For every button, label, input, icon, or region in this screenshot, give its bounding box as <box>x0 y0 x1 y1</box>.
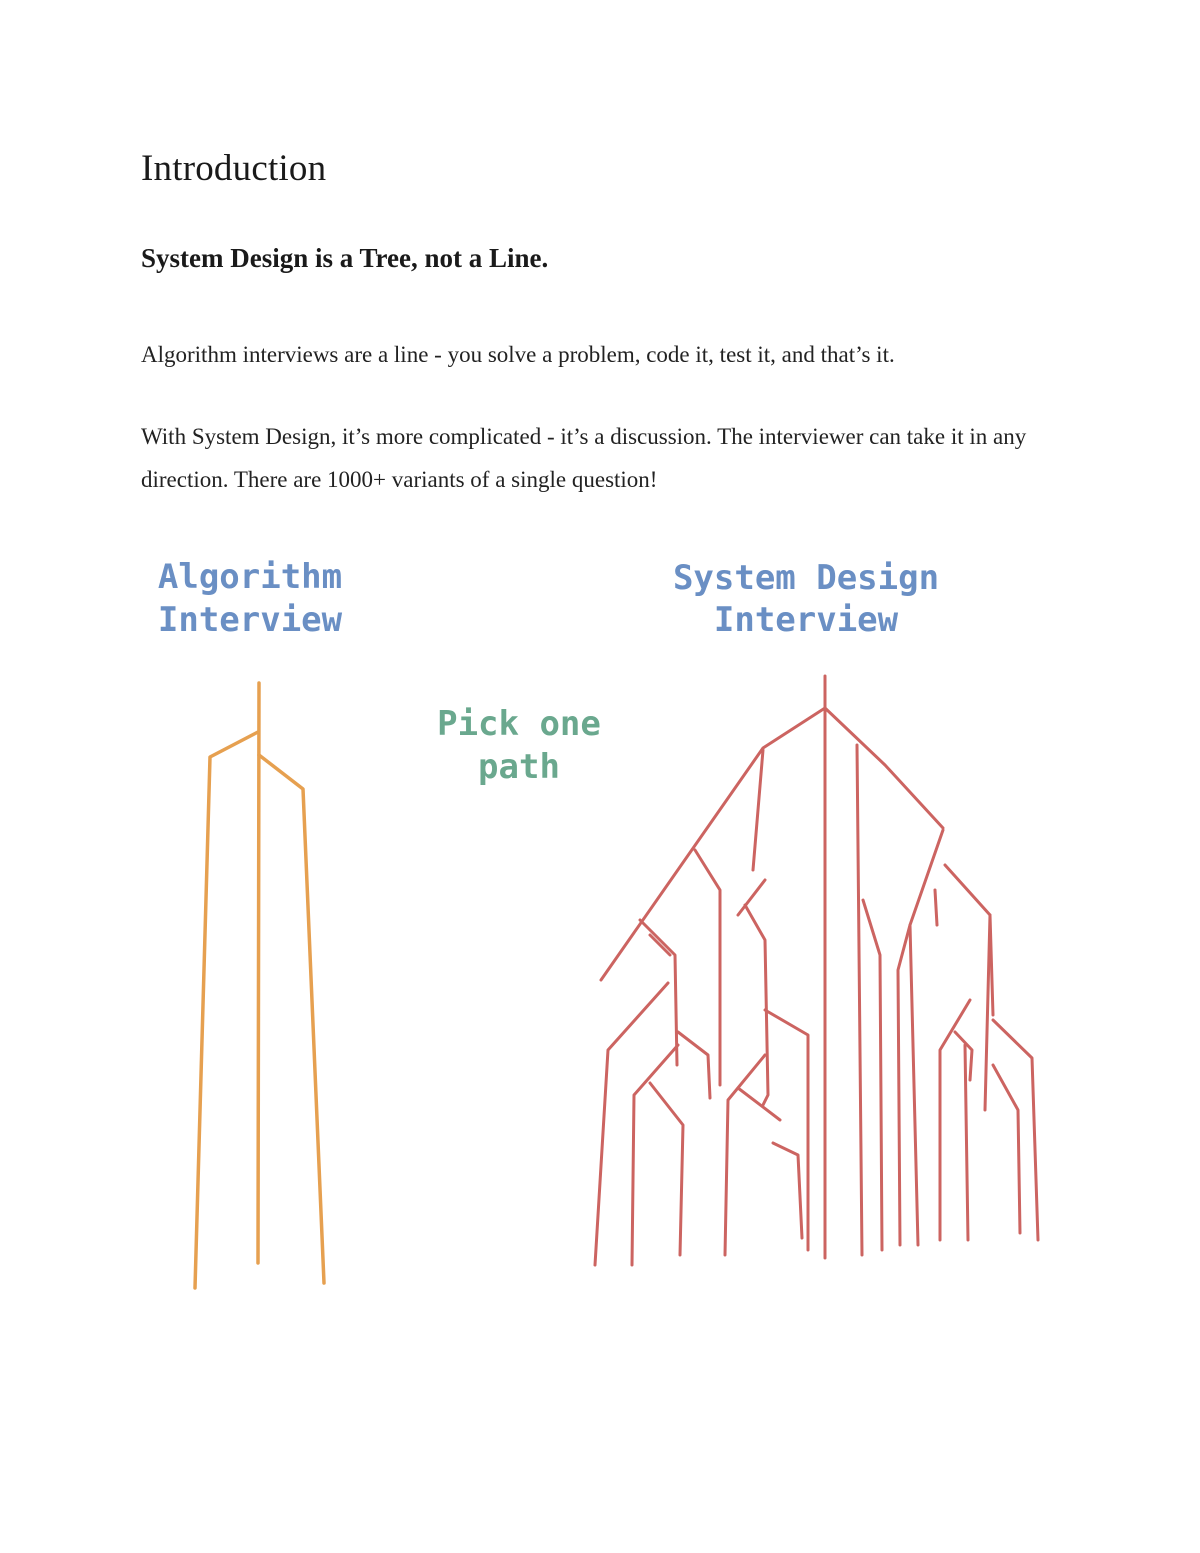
pick-label-line-2: path <box>478 747 560 787</box>
tree-branch <box>863 900 882 1250</box>
algorithm-right-branch <box>259 755 324 1283</box>
paragraph-algorithm: Algorithm interviews are a line - you solve a problem, code it, test it, and that’s it. <box>141 342 895 367</box>
tree-branch <box>985 915 990 1110</box>
algorithm-line-drawing <box>195 683 324 1288</box>
algorithm-label-line-1: Algorithm <box>157 557 343 597</box>
tree-branch <box>898 925 910 1245</box>
system-label-line-2: Interview <box>713 600 899 640</box>
tree-branch <box>993 1020 1038 1240</box>
algorithm-trunk <box>258 683 259 1263</box>
tree-branch <box>945 865 993 1015</box>
pick-one-path-label <box>437 704 601 787</box>
system-design-tree-drawing <box>595 676 1038 1265</box>
system-design-interview-label <box>673 558 939 640</box>
tree-left-limb <box>601 708 825 980</box>
section-heading: System Design is a Tree, not a Line. <box>141 243 549 273</box>
tree-branch <box>910 830 943 1245</box>
pick-label-line-1: Pick one <box>437 704 601 744</box>
tree-branch <box>725 1055 765 1255</box>
tree-right-limb <box>825 708 943 828</box>
tree-branch <box>773 1143 802 1238</box>
algorithm-left-branch <box>195 732 258 1288</box>
page-title: Introduction <box>141 148 327 189</box>
tree-branch <box>753 750 763 870</box>
tree-branch <box>965 1045 968 1240</box>
tree-vs-line-diagram <box>0 540 1200 1320</box>
tree-branch <box>738 1088 780 1120</box>
tree-branch <box>738 880 765 915</box>
tree-branch <box>632 1045 678 1265</box>
paragraph-system-design: With System Design, it’s more complicated - it’s a discussion. The interviewer can take it in any direction. There are 1000+ variants of a single question! <box>141 424 1027 492</box>
tree-branch <box>935 890 937 925</box>
tree-branch <box>993 1065 1020 1233</box>
tree-branch <box>857 745 862 1255</box>
tree-branch <box>650 1083 683 1255</box>
algorithm-label-line-2: Interview <box>157 600 343 640</box>
tree-branch <box>955 1032 972 1080</box>
tree-branch <box>678 1032 710 1098</box>
algorithm-interview-label <box>158 557 343 640</box>
system-label-line-1: System Design <box>672 558 940 598</box>
